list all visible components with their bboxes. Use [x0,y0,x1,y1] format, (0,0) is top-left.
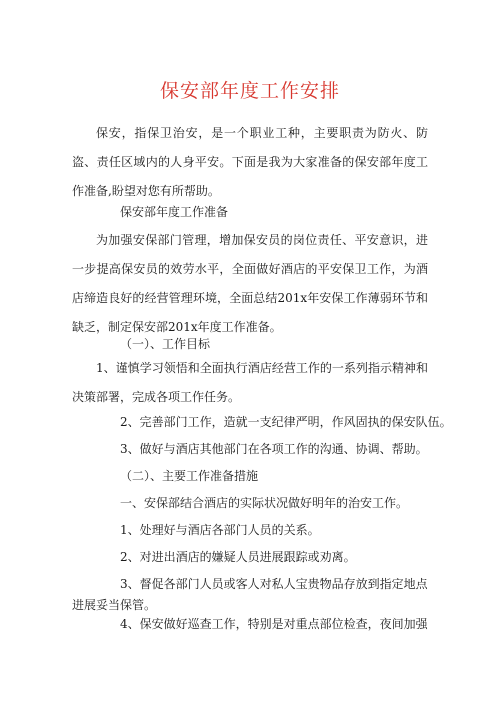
measure-item-3-continued: 进展妥当保管。 [72,598,157,612]
goal-item-3: 3、做好与酒店其他部门在各项工作的沟通、协调、帮助。 [120,442,428,456]
measure-item-4: 4、保安做好巡查工作，特别是对重点部位检查，夜间加强 [120,617,428,631]
goal-item-1: 1、谨慎学习领悟和全面执行酒店经营工作的一系列指示精神和决策部署，完成各项工作任务。 [72,361,428,404]
measure-main: 一、安保部结合酒店的实际状况做好明年的治安工作。 [120,496,409,510]
measure-item-3: 3、督促各部门人员或客人对私人宝贵物品存放到指定地点 [120,577,428,591]
document-title: 保安部年度工作安排 [159,80,340,102]
section-intro-paragraph: 为加强安保部门管理，增加保安员的岗位责任、平安意识，进一步提高保安员的效劳水平，全面做好酒店的平安保卫工作，为酒店缔造良好的经营管理环境，全面总结201x年安保工作薄弱环节和缺乏，制定保安部201x年度工作准备。 [72,233,428,334]
goals-heading: （一）、工作目标 [120,337,211,351]
intro-paragraph: 保安，指保卫治安，是一个职业工种，主要职责为防火、防盗、责任区域内的人身平安。下面是我为大家准备的保安部年度工作准备,盼望对您有所帮助。 [72,126,428,198]
section-heading: 保安部年度工作准备 [120,205,229,219]
measures-heading: （二）、主要工作准备措施 [120,469,259,483]
goal-item-2: 2、完善部门工作，造就一支纪律严明，作风固执的保安队伍。 [120,415,452,429]
measure-item-2: 2、对进出酒店的嫌疑人员进展跟踪或劝离。 [120,550,356,564]
measure-item-1: 1、处理好与酒店各部门人员的关系。 [120,523,320,537]
